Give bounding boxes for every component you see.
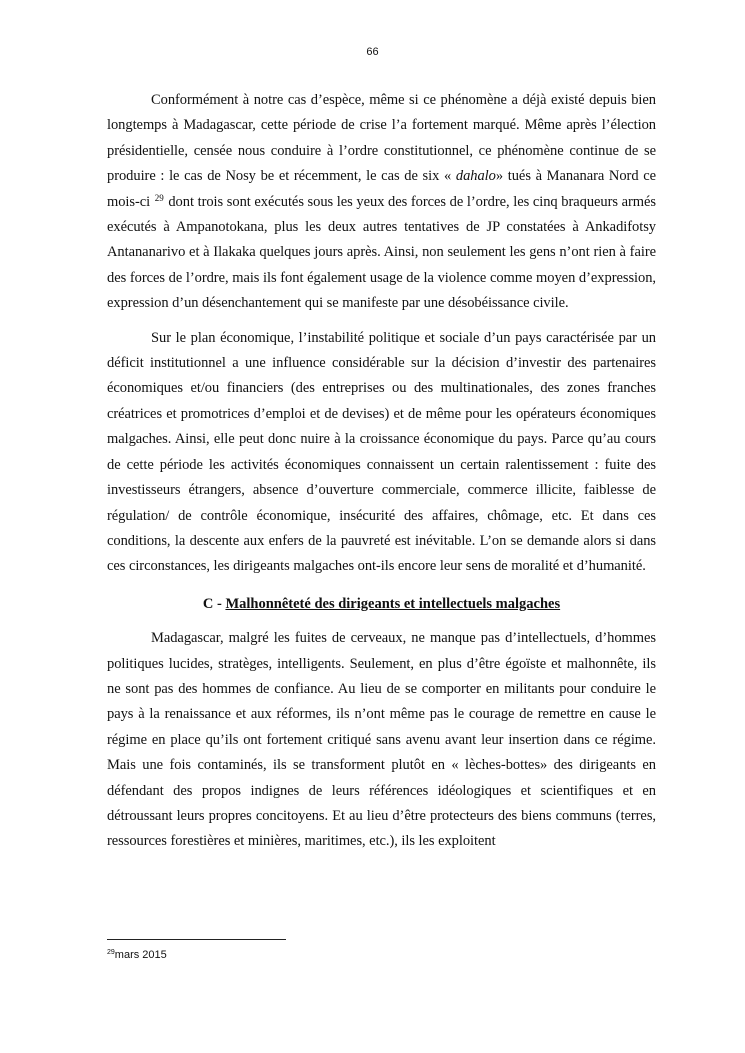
footnote-number: 29 bbox=[107, 949, 115, 956]
footnote bbox=[107, 948, 167, 962]
paragraph-leaders-dishonesty: Madagascar, malgré les fuites de cerveaux, ne manque pas d’intellectuels, d’hommes politiques lucides, stratèges, intelligents. Seulement, en plus d’être égoïste et malhonnête, ils ne sont pas des hommes de confiance. Au lieu de se comporter en militants pour conduire le pays à la renaissance et aux réformes, ils n’ont même pas le courage de remettre en cause le régime en place qu’ils ont fortement critiqué sans avenu avant leur insertion dans ce régime. Mais une fois contaminés, ils se transforment plutôt en « lèches-bottes» des dirigeants en défendant des propos indignes de leurs références idéologiques et scientifiques et en détroussant leurs propres concitoyens. Et au lieu d’être protecteurs des biens communs (terres, ressources forestières et minières, maritimes, etc.), ils les exploitent bbox=[107, 630, 656, 850]
document-body bbox=[107, 88, 656, 855]
emphasis-term: dahalo bbox=[455, 168, 496, 185]
section-heading bbox=[107, 592, 656, 617]
footnote-text: mars 2015 bbox=[114, 949, 167, 961]
paragraph-text: dont trois sont exécutés sous les yeux des forces de l’ordre, les cinq braqueurs armés exécutés à Ampanotokana, plus les deux autres tentatives de JP constatées à Ankadifotsy Antananarivo et à Ilakaka quelques jours après. Ainsi, non seulement les gens n’ont rien à faire des forces de l’ordre, mais ils font également usage de la violence comme moyen d’expression, expression d’un désenchantement qui se manifeste par une désobéissance civile. bbox=[107, 193, 656, 312]
paragraph-text: » tués à Mananara Nord ce mois-ci bbox=[107, 168, 656, 210]
section-heading-prefix: C - bbox=[202, 595, 226, 612]
paragraph-crisis-violence bbox=[107, 88, 656, 317]
page-number: 66 bbox=[366, 46, 379, 58]
footnote-reference[interactable]: 29 bbox=[154, 192, 164, 203]
section-heading-title: Malhonnêteté des dirigeants et intellectuels malgaches bbox=[225, 595, 561, 612]
paragraph-economy: Sur le plan économique, l’instabilité politique et sociale d’un pays caractérisée par un déficit institutionnel a une influence considérable sur la décision d’investir des partenaires économiques et/ou financiers (des entreprises ou des multinationales, des zones franches créatrices et promotrices d’emploi et de devises) et de même pour les opérateurs économiques malgaches. Ainsi, elle peut donc nuire à la croissance économique du pays. Parce qu’au cours de cette période les activités économiques connaissent un certain ralentissement : fuite des investisseurs étrangers, absence d’ouverture commerciale, commerce illicite, faiblesse de régulation/ de contrôle économique, insécurité des affaires, chômage, etc. Et dans ces conditions, la descente aux enfers de la pauvreté est inévitable. L’on se demande alors si dans ces circonstances, les dirigeants malgaches ont-ils encore leur sens de moralité et d’humanité. bbox=[107, 329, 656, 575]
paragraph-text: Conformément à notre cas d’espèce, même si ce phénomène a déjà existé depuis bien longtemps à Madagascar, cette période de crise l’a fortement marqué. Même après l’élection présidentielle, censée nous conduire à l’ordre constitutionnel, ce phénomène continue de se produire : le cas de Nosy be et récemment, le cas de six « bbox=[107, 92, 656, 185]
footnote-divider bbox=[107, 939, 286, 940]
